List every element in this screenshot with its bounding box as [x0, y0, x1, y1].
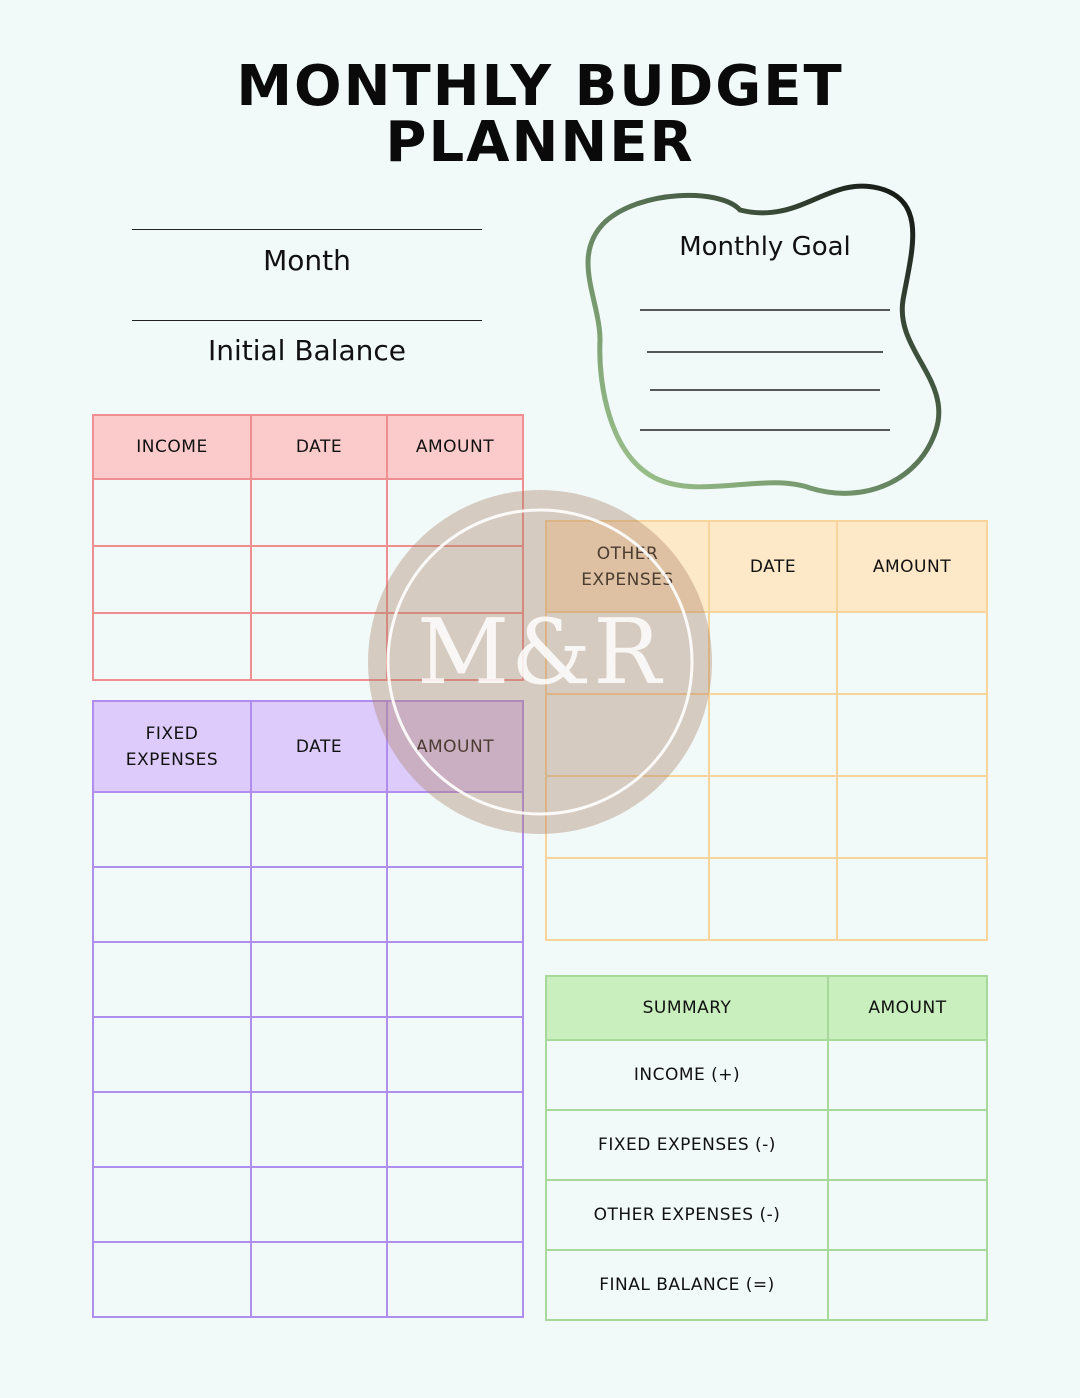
amount-cell[interactable] — [828, 1040, 987, 1110]
page-title-line-2: PLANNER — [385, 110, 695, 175]
monthly-goal-label: Monthly Goal — [679, 232, 851, 262]
expense-cell[interactable] — [93, 792, 251, 867]
summary-label-income: INCOME (+) — [546, 1040, 828, 1110]
fixed-date-header: DATE — [251, 701, 387, 792]
amount-cell[interactable] — [837, 776, 987, 858]
amount-cell[interactable] — [387, 1092, 523, 1167]
amount-cell[interactable] — [837, 858, 987, 940]
summary-table — [545, 975, 988, 1321]
table-row — [546, 858, 987, 940]
date-cell[interactable] — [251, 1092, 387, 1167]
initial-balance-label: Initial Balance — [207, 334, 407, 367]
expense-cell[interactable] — [546, 858, 709, 940]
table-row — [93, 1242, 523, 1317]
amount-cell[interactable] — [828, 1180, 987, 1250]
summary-amount-header: AMOUNT — [828, 976, 987, 1040]
table-row — [546, 1110, 987, 1180]
date-cell[interactable] — [709, 694, 837, 776]
table-row — [546, 1250, 987, 1320]
date-cell[interactable] — [251, 867, 387, 942]
summary-label-fixed-expenses: FIXED EXPENSES (-) — [546, 1110, 828, 1180]
fixed-expenses-header: FIXED EXPENSES — [93, 701, 251, 792]
table-row — [93, 1167, 523, 1242]
summary-label-final-balance: FINAL BALANCE (=) — [546, 1250, 828, 1320]
amount-cell[interactable] — [387, 1242, 523, 1317]
expense-cell[interactable] — [93, 1092, 251, 1167]
amount-cell[interactable] — [387, 867, 523, 942]
expense-cell[interactable] — [93, 867, 251, 942]
income-date-header: DATE — [251, 415, 387, 479]
income-cell[interactable] — [93, 613, 251, 680]
amount-cell[interactable] — [837, 694, 987, 776]
table-row — [93, 942, 523, 1017]
other-date-header: DATE — [709, 521, 837, 612]
page-title-line-1: MONTHLY BUDGET — [236, 54, 844, 119]
amount-cell[interactable] — [837, 612, 987, 694]
amount-cell[interactable] — [828, 1250, 987, 1320]
summary-label-other-expenses: OTHER EXPENSES (-) — [546, 1180, 828, 1250]
table-row — [93, 1017, 523, 1092]
expense-cell[interactable] — [93, 1167, 251, 1242]
table-row — [546, 1180, 987, 1250]
table-row — [546, 1040, 987, 1110]
other-amount-header: AMOUNT — [837, 521, 987, 612]
amount-cell[interactable] — [387, 942, 523, 1017]
income-cell[interactable] — [93, 479, 251, 546]
date-cell[interactable] — [709, 612, 837, 694]
amount-cell[interactable] — [387, 1167, 523, 1242]
date-cell[interactable] — [251, 942, 387, 1017]
expense-cell[interactable] — [93, 1242, 251, 1317]
date-cell[interactable] — [709, 858, 837, 940]
date-cell[interactable] — [251, 1242, 387, 1317]
table-row — [93, 1092, 523, 1167]
income-header: INCOME — [93, 415, 251, 479]
month-label: Month — [263, 244, 351, 277]
income-amount-header: AMOUNT — [387, 415, 523, 479]
date-cell[interactable] — [709, 776, 837, 858]
expense-cell[interactable] — [93, 1017, 251, 1092]
watermark-text: M&R — [416, 600, 664, 705]
amount-cell[interactable] — [387, 1017, 523, 1092]
date-cell[interactable] — [251, 1167, 387, 1242]
expense-cell[interactable] — [93, 942, 251, 1017]
date-cell[interactable] — [251, 1017, 387, 1092]
amount-cell[interactable] — [828, 1110, 987, 1180]
table-row — [93, 867, 523, 942]
summary-header: SUMMARY — [546, 976, 828, 1040]
income-cell[interactable] — [93, 546, 251, 613]
